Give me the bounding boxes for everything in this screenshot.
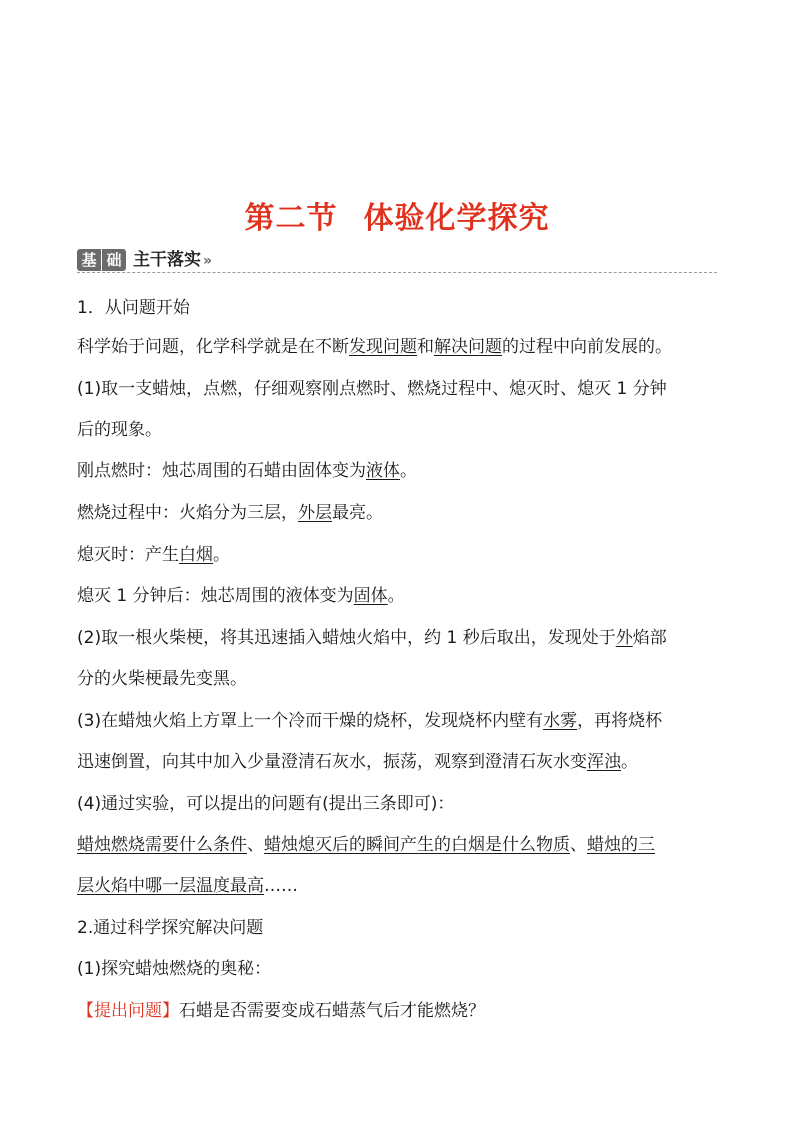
observation-4 — [77, 584, 719, 608]
q2-line2: 分的火柴梗最先变黑。 — [77, 669, 247, 689]
observation-2 — [77, 501, 719, 525]
section1-heading: 1．从问题开始 — [77, 298, 190, 318]
answer-blank: 外层 — [298, 503, 332, 523]
answer-blank: 水雾 — [543, 711, 578, 731]
answer-blank: 固体 — [353, 586, 388, 606]
double-chevron-icon: » — [203, 253, 213, 269]
q4-answer-line1 — [77, 833, 719, 857]
badge-chu: 础 — [102, 249, 126, 271]
banner-label: 主干落实 — [133, 250, 201, 270]
q1-line2: 后的现象。 — [77, 420, 162, 440]
banner-title — [133, 248, 212, 273]
question-text: 迅速倒置，向其中加入少量澄清石灰水，振荡，观察到澄清石灰水变 — [77, 752, 587, 772]
q2-line1 — [77, 626, 719, 650]
observation-text: 熄灭时：产生 — [77, 545, 179, 565]
observation-text: 。 — [387, 586, 405, 606]
observation-text: 。 — [400, 461, 417, 481]
q3-line2 — [77, 750, 719, 774]
question-text: ，再将烧杯 — [577, 711, 663, 731]
observation-text: 刚点燃时：烛芯周围的石蜡由固体变为 — [77, 461, 366, 481]
observation-text: 。 — [213, 545, 230, 565]
answer-blank: 蜡烛燃烧需要什么条件 — [77, 835, 247, 855]
q4-answer-line2 — [77, 874, 719, 898]
intro-text: 科学始于问题，化学科学就是在不断 — [77, 337, 349, 357]
intro-paragraph — [77, 335, 719, 359]
question-text: 石蜡是否需要变成石蜡蒸气后才能燃烧？ — [179, 1001, 485, 1021]
observation-3 — [77, 543, 719, 567]
section-banner — [77, 248, 717, 274]
question-text: (2)取一根火柴梗，将其迅速插入蜡烛火焰中，约 1 秒后取出，发现处于 — [77, 628, 616, 648]
answer-blank: 解决问题 — [434, 337, 502, 357]
q4-line1: (4)通过实验，可以提出的问题有(提出三条即可)： — [77, 794, 455, 814]
answer-blank: 外 — [615, 628, 633, 648]
answer-blank: 液体 — [366, 461, 400, 481]
observation-text: 最亮。 — [332, 503, 383, 523]
banner-divider — [77, 272, 717, 273]
answer-blank: 浑浊 — [587, 752, 621, 772]
separator: 、 — [247, 835, 264, 855]
intro-text: 和 — [417, 337, 434, 357]
observation-1 — [77, 459, 719, 483]
observation-text: 熄灭 1 分钟后：烛芯周围的液体变为 — [77, 586, 354, 606]
answer-blank: 白烟 — [179, 545, 213, 565]
observation-text: 燃烧过程中：火焰分为三层， — [77, 503, 298, 523]
section2-sub1: (1)探究蜡烛燃烧的奥秘： — [77, 959, 272, 979]
intro-text: 的过程中向前发展的。 — [502, 337, 672, 357]
q3-line1 — [77, 709, 719, 733]
section2-heading: 2.通过科学探究解决问题 — [77, 918, 264, 938]
page-title — [0, 193, 794, 237]
answer-blank: 发现问题 — [349, 337, 417, 357]
question-text: 焰部 — [632, 628, 667, 648]
badge-ji: 基 — [77, 249, 101, 271]
question-text: (3)在蜡烛火焰上方罩上一个冷而干燥的烧杯，发现烧杯内壁有 — [77, 711, 544, 731]
question-text: 。 — [621, 752, 638, 772]
separator: 、 — [570, 835, 587, 855]
answer-blank: 层火焰中哪一层温度最高 — [77, 876, 264, 896]
section-title: 体验化学探究 — [363, 201, 550, 236]
answer-blank: 蜡烛的三 — [587, 835, 655, 855]
answer-blank: 蜡烛熄灭后的瞬间产生的白烟是什么物质 — [264, 835, 570, 855]
ellipsis: …… — [264, 876, 298, 896]
question-tag: 【提出问题】 — [77, 1001, 179, 1021]
section-number: 第二节 — [244, 201, 338, 236]
raise-question — [77, 999, 719, 1023]
q1-line1: (1)取一支蜡烛，点燃，仔细观察刚点燃时、燃烧过程中、熄灭时、熄灭 1 分钟 — [77, 379, 667, 399]
